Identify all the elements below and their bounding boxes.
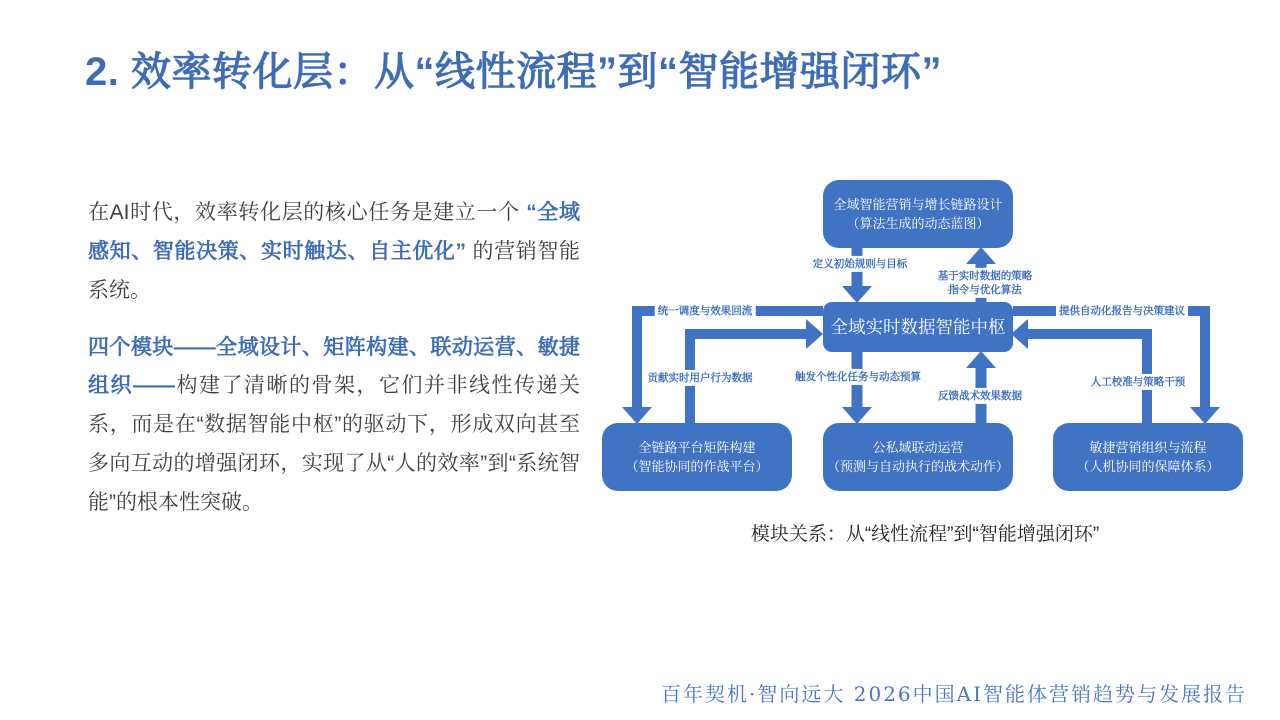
- node-global-design-line2: （算法生成的动态蓝图）: [846, 216, 990, 231]
- p2-text: 构建了清晰的骨架，它们并非线性传递关系，而是在“数据智能中枢”的驱动下，形成双向甚至多向互动的增强闭环，实现了从“人的效率”到“系统智能”的根本性突破。: [88, 374, 580, 514]
- node-global-design-line1: 全域智能营销与增长链路设计: [833, 196, 1003, 212]
- intro-text-block: [88, 194, 580, 541]
- p1-highlight: “全域感知、智能决策、实时触达、自主优化”: [88, 201, 580, 263]
- node-linked-operation-line1: 公私域联动运营: [872, 439, 964, 455]
- edge-label-define-rules: 定义初始规则与目标: [810, 256, 911, 272]
- node-global-design: [823, 180, 1013, 248]
- edge-label-strategy-line1: 基于实时数据的策略: [937, 269, 1033, 282]
- report-footer: 百年契机·智向远大 2026中国AI智能体营销趋势与发展报告: [661, 682, 1247, 706]
- edge-label-user-behavior-data: 贡献实时用户行为数据: [645, 370, 756, 386]
- diagram-caption: 模块关系：从“线性流程”到“智能增强闭环”: [750, 524, 1100, 545]
- node-data-hub-label: 全域实时数据智能中枢: [830, 316, 1006, 337]
- node-linked-operation-line2: （预测与自动执行的战术动作）: [826, 459, 1009, 474]
- edge-label-auto-report: 提供自动化报告与决策建议: [1056, 303, 1188, 319]
- node-matrix-build-line2: （智能协同的作战平台）: [625, 459, 769, 474]
- node-matrix-build-line1: 全链路平台矩阵构建: [638, 439, 756, 455]
- node-agile-org-line2: （人机协同的保障体系）: [1076, 459, 1220, 474]
- node-agile-org-line1: 敏捷营销组织与流程: [1089, 439, 1207, 455]
- p1-text-end: 的营销智能系统。: [88, 239, 581, 302]
- edge-label-manual-calibration: 人工校准与策略干预: [1088, 374, 1189, 390]
- edge-label-strategy: [935, 268, 1036, 298]
- page-title: 2. 效率转化层：从“线性流程”到“智能增强闭环”: [85, 50, 942, 94]
- node-linked-operation: [823, 423, 1013, 491]
- edge-label-strategy-line2: 指令与优化算法: [948, 284, 1022, 296]
- intro-paragraph-2: [88, 329, 580, 523]
- flow-diagram: [595, 172, 1255, 507]
- node-matrix-build: [602, 423, 792, 491]
- edge-label-tactical-feedback: 反馈战术效果数据: [935, 388, 1025, 404]
- p1-text-start: 在AI时代，效率转化层的核心任务是建立一个: [88, 201, 527, 224]
- intro-paragraph-1: [88, 194, 580, 311]
- node-data-hub: [823, 302, 1013, 352]
- edge-label-unified-dispatch: 统一调度与效果回流: [655, 303, 756, 319]
- node-agile-org: [1053, 423, 1243, 491]
- p2-highlight: 四个模块——全域设计、矩阵构建、联动运营、敏捷组织——: [88, 335, 580, 398]
- edge-label-trigger-tasks: 触发个性化任务与动态预算: [792, 369, 924, 385]
